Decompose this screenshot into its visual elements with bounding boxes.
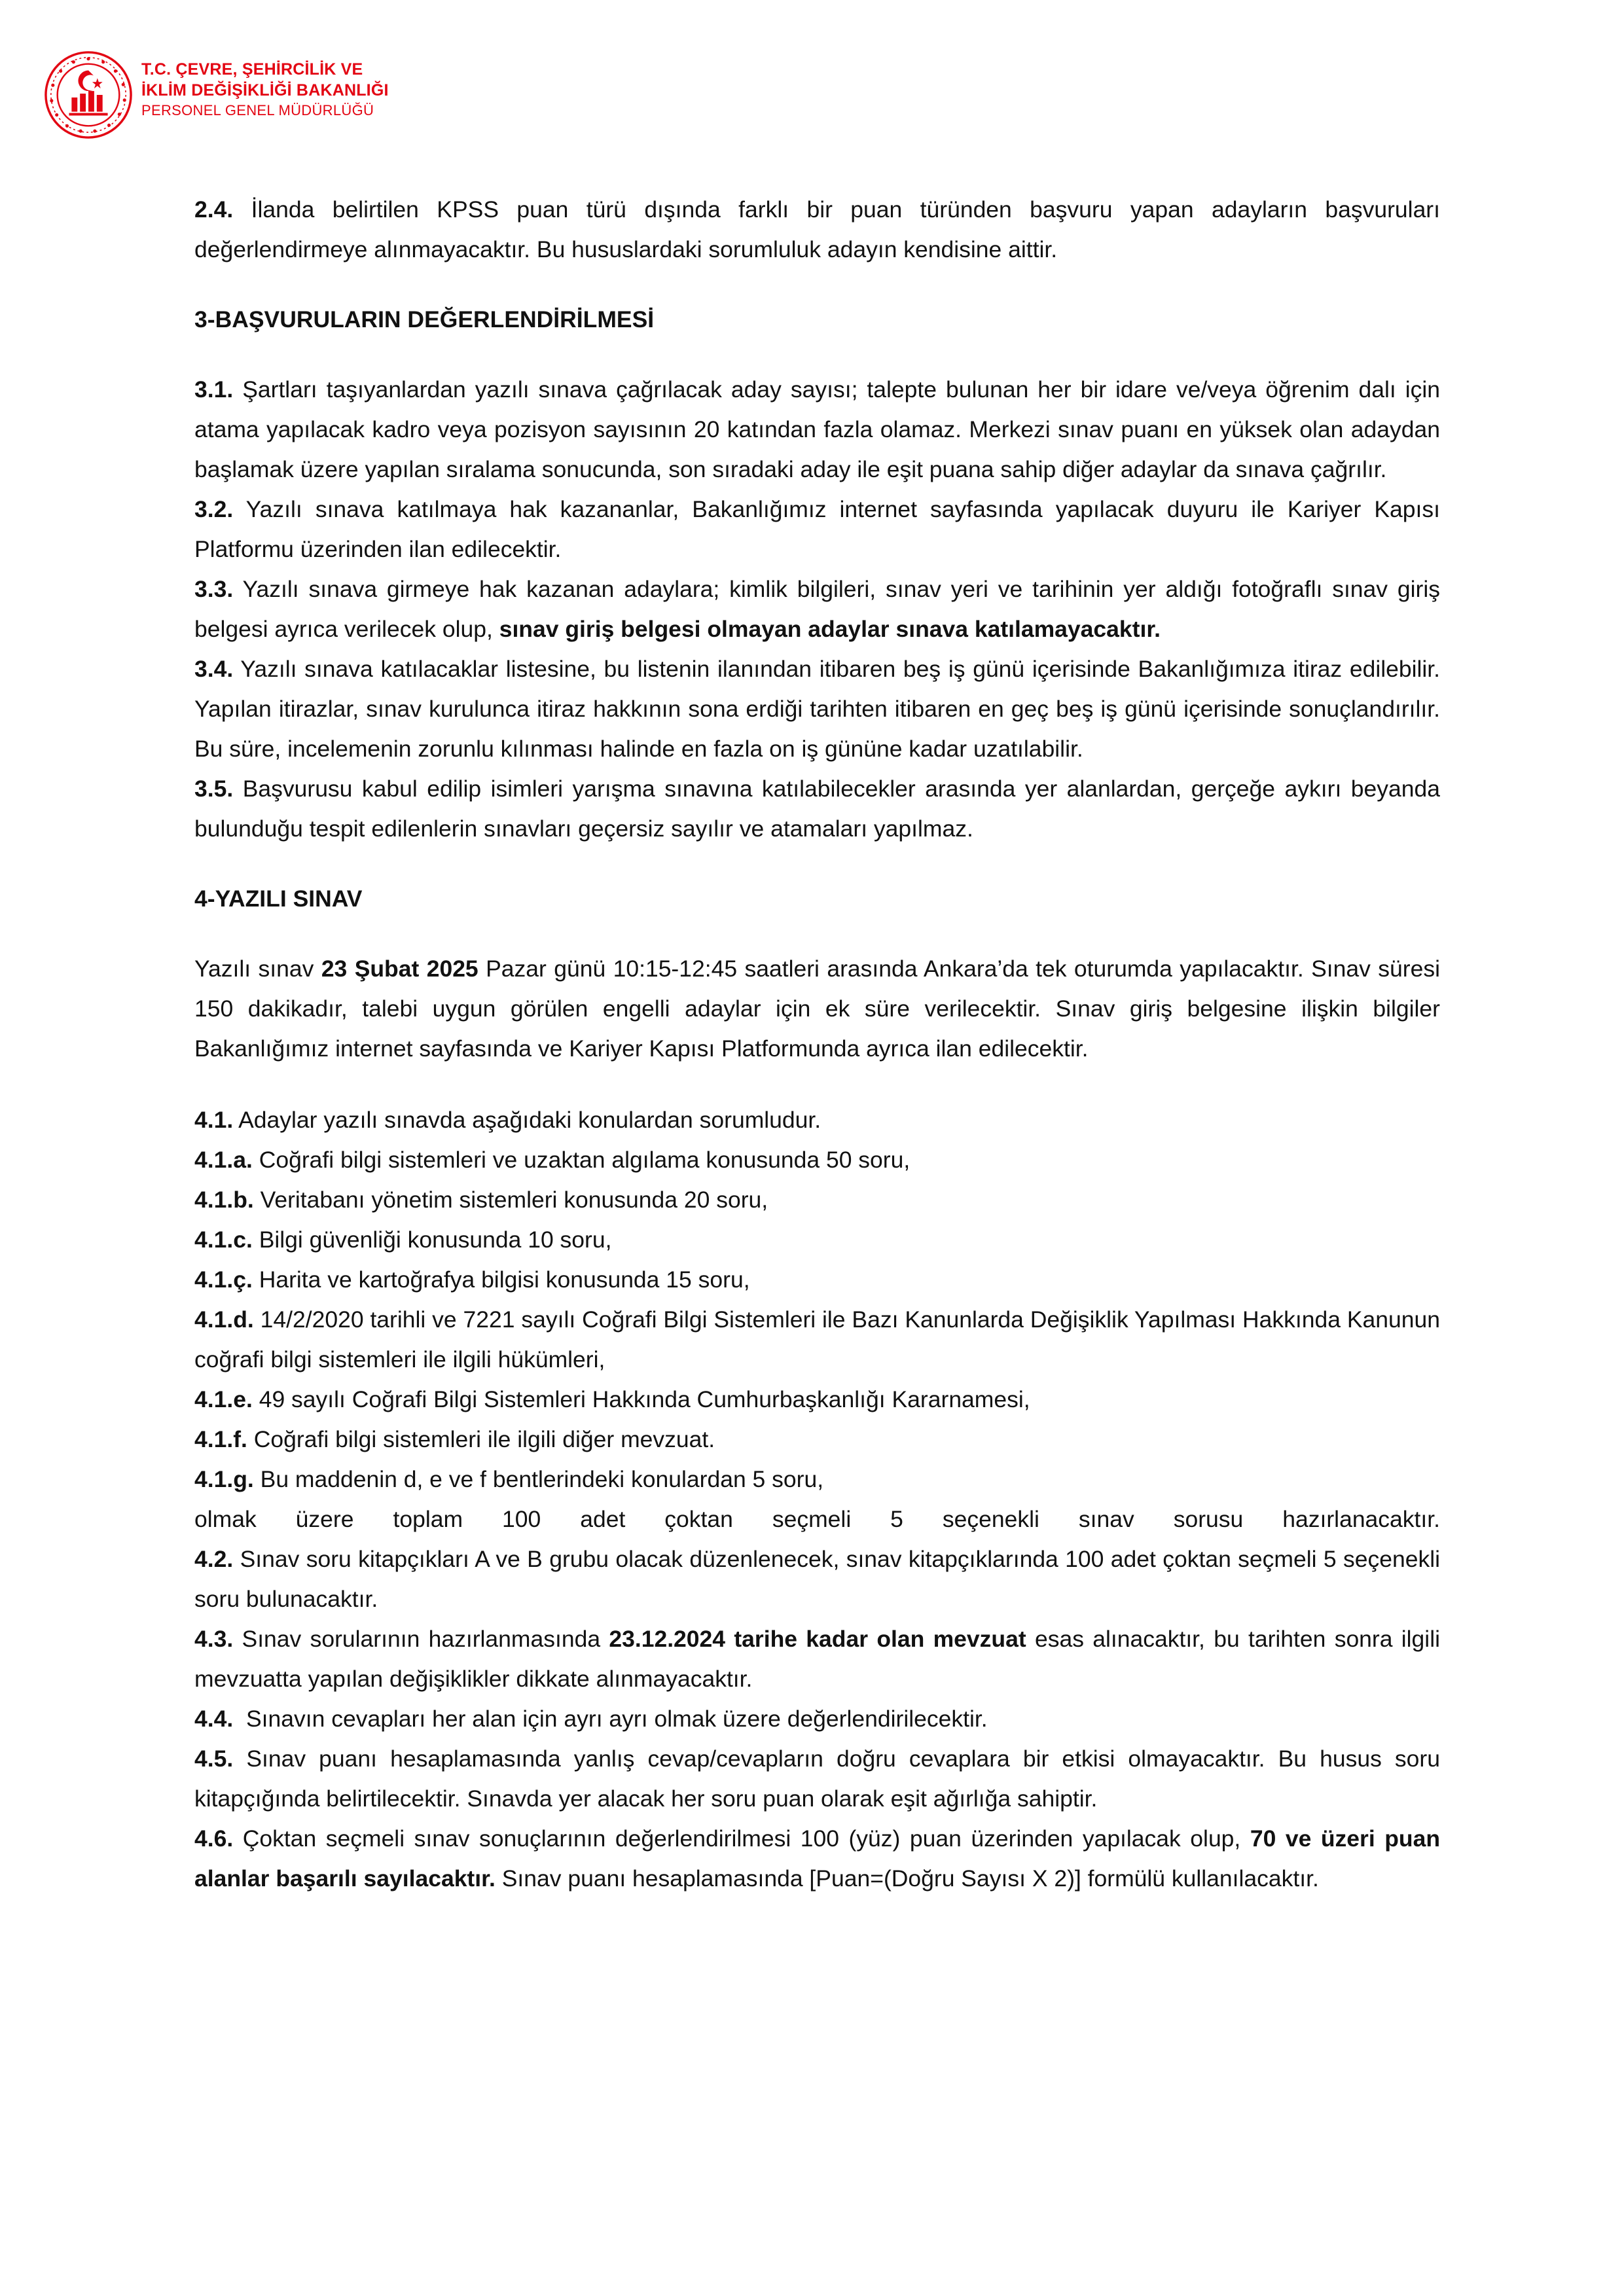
item-number: 4.1.b. — [194, 1187, 254, 1213]
exam-intro-paragraph — [194, 949, 1440, 1069]
org-name-line2: İKLİM DEĞİŞİKLİĞİ BAKANLIĞI — [141, 81, 389, 99]
clause-number: 3.3. — [194, 576, 234, 602]
paragraph-3-4 — [194, 649, 1440, 769]
intro-text-cont: Pazar günü 10:15-12:45 saatleri arasında Ankara’da tek oturumda yapılacaktır. Sınav süresi 150 dakikadır, talebi uygun görülen engelli adaylar için ek süre verilecektir. Sınav giriş belgesine ilişkin bilgiler Bakanlığımız internet sayfasında ve Kariyer Kapısı Platformunda ayrıca ilan edilecektir. — [194, 956, 1440, 1062]
clause-text: Şartları taşıyanlardan yazılı sınava çağrılacak aday sayısı; talepte bulunan her bir idare ve/veya öğrenim dalı için atama yapılacak kadro veya pozisyon sayısının 20 katından fazla olamaz. Merkezi sınav puanı en yüksek olan adaydan başlamak üzere yapılan sıralama sonucunda, son sıradaki aday ile eşit puana sahip diğer adaylar da sınava çağrılır. — [194, 376, 1440, 482]
paragraph-4-6 — [194, 1819, 1440, 1899]
clause-number: 3.5. — [194, 776, 234, 802]
item-number: 4.1.f. — [194, 1426, 247, 1452]
item-text: 14/2/2020 tarihli ve 7221 sayılı Coğrafi Bilgi Sistemleri ile Bazı Kanunlarda Değişiklik Yapılması Hakkında Kanunun coğrafi bilgi sistemleri ile ilgili hükümleri, — [194, 1306, 1440, 1372]
section-3-heading — [194, 300, 1440, 340]
item-number: 4.1.d. — [194, 1306, 254, 1333]
clause-text: Çoktan seçmeli sınav sonuçlarının değerlendirilmesi 100 (yüz) puan üzerinden yapılacak olup, — [242, 1825, 1241, 1852]
list-item-4-1-b — [194, 1180, 1440, 1220]
list-item-4-1-c — [194, 1220, 1440, 1260]
heading-text: 3-BAŞVURULARIN DEĞERLENDİRİLMESİ — [194, 306, 655, 332]
item-text: 49 sayılı Coğrafi Bilgi Sistemleri Hakkında Cumhurbaşkanlığı Kararnamesi, — [259, 1386, 1030, 1412]
list-item-4-1-c-cedilla — [194, 1260, 1440, 1300]
clause-bold-text: 23.12.2024 tarihe kadar olan mevzuat — [609, 1626, 1026, 1652]
clause-text: Başvurusu kabul edilip isimleri yarışma sınavına katılabilecekler arasında yer alanlardan, gerçeğe aykırı beyanda bulunduğu tespit edilenlerin sınavları geçersiz sayılır ve atamaları yapılmaz. — [194, 776, 1440, 842]
clause-number: 4.5. — [194, 1746, 234, 1772]
item-text: Coğrafi bilgi sistemleri ile ilgili diğer mevzuat. — [253, 1426, 715, 1452]
list-item-4-1-d — [194, 1300, 1440, 1380]
paragraph-4-5 — [194, 1739, 1440, 1819]
heading-text: 4-YAZILI SINAV — [194, 886, 363, 912]
clause-text: İlanda belirtilen KPSS puan türü dışında farklı bir puan türünden başvuru yapan adayların başvuruları değerlendirmeye alınmayacaktır. Bu hususlardaki sorumluluk adayın kendisine aittir. — [194, 196, 1440, 262]
item-text: Coğrafi bilgi sistemleri ve uzaktan algılama konusunda 50 soru, — [259, 1147, 911, 1173]
clause-text: Sınavın cevapları her alan için ayrı ayrı olmak üzere değerlendirilecektir. — [245, 1706, 988, 1732]
clause-bold-text: 70 ve üzeri puan alanlar başarılı sayılacaktır. — [194, 1825, 1441, 1892]
item-text: Bu maddenin d, e ve f bentlerindeki konulardan 5 soru, — [260, 1466, 824, 1492]
document-body — [194, 190, 1440, 1899]
clause-text: Sınav puanı hesaplamasında yanlış cevap/cevapların doğru cevaplara bir etkisi olmayacaktır. Bu husus soru kitapçığında belirtilecektir. Sınavda yer alacak her soru puan olarak eşit ağırlığa sahiptir. — [194, 1746, 1440, 1812]
list-item-4-1-f — [194, 1420, 1440, 1460]
clause-number: 3.4. — [194, 656, 234, 682]
clause-number: 2.4. — [194, 196, 234, 223]
item-number: 4.1.c. — [194, 1227, 253, 1253]
list-item-4-1-a — [194, 1140, 1440, 1180]
item-text: Veritabanı yönetim sistemleri konusunda 20 soru, — [260, 1187, 768, 1213]
clause-number: 3.2. — [194, 496, 234, 522]
paragraph-3-2 — [194, 490, 1440, 569]
item-number: 4.1.g. — [194, 1466, 254, 1492]
clause-text: Yazılı sınava katılacaklar listesine, bu listenin ilanından itibaren beş iş günü içerisinde Bakanlığımıza itiraz edilebilir. Yapılan itirazlar, sınav kurulunca itiraz hakkının sona erdiği tarihten itibaren en geç beş iş günü içerisinde sonuçlandırılır. Bu süre, incelemenin zorunlu kılınması halinde en fazla on iş gününe kadar uzatılabilir. — [194, 656, 1440, 762]
exam-date: 23 Şubat 2025 — [321, 956, 478, 982]
clause-text-cont: Sınav puanı hesaplamasında [Puan=(Doğru Sayısı X 2)] formülü kullanılacaktır. — [501, 1865, 1319, 1892]
section-4-heading — [194, 879, 1440, 919]
clause-text: Sınav soru kitapçıkları A ve B grubu olacak düzenlenecek, sınav kitapçıklarında 100 adet çoktan seçmeli 5 seçenekli soru bulunacaktır. — [194, 1546, 1440, 1612]
intro-text: Yazılı sınav — [194, 956, 314, 982]
clause-number: 4.3. — [194, 1626, 234, 1652]
clause-text: Sınav sorularının hazırlanmasında — [242, 1626, 601, 1652]
clause-text: Yazılı sınava girmeye hak kazanan adaylara; kimlik bilgileri, sınav yeri ve tarihinin yer aldığı fotoğraflı sınav giriş belgesi ayrıca verilecek olup, — [194, 576, 1440, 642]
item-text: Bilgi güvenliği konusunda 10 soru, — [259, 1227, 612, 1253]
paragraph-4-2 — [194, 1539, 1440, 1619]
item-text: Harita ve kartoğrafya bilgisi konusunda 15 soru, — [259, 1266, 750, 1293]
ministry-logo-icon — [43, 50, 134, 140]
paragraph-3-3 — [194, 569, 1440, 649]
paragraph-4-4 — [194, 1699, 1440, 1739]
clause-number: 4.6. — [194, 1825, 234, 1852]
clause-text: Adaylar yazılı sınavda aşağıdaki konulardan sorumludur. — [238, 1107, 821, 1133]
paragraph-2-4 — [194, 190, 1440, 270]
clause-number: 4.4. — [194, 1706, 234, 1732]
clause-number: 3.1. — [194, 376, 234, 403]
list-item-4-1-e — [194, 1380, 1440, 1420]
item-number: 4.1.e. — [194, 1386, 253, 1412]
paragraph-4-3 — [194, 1619, 1440, 1699]
paragraph-4-1 — [194, 1100, 1440, 1140]
item-number: 4.1.ç. — [194, 1266, 253, 1293]
paragraph-3-1 — [194, 370, 1440, 490]
paragraph-3-5 — [194, 769, 1440, 849]
org-unit: PERSONEL GENEL MÜDÜRLÜĞÜ — [141, 102, 374, 118]
question-summary: olmak üzere toplam 100 adet çoktan seçmeli 5 seçenekli sınav sorusu hazırlanacaktır. — [194, 1506, 1440, 1532]
ministry-header — [43, 46, 410, 144]
list-item-4-1-g — [194, 1460, 1440, 1499]
clause-text: Yazılı sınava katılmaya hak kazananlar, Bakanlığımız internet sayfasında yapılacak duyuru ile Kariyer Kapısı Platformu üzerinden ilan edilecektir. — [194, 496, 1440, 562]
item-number: 4.1.a. — [194, 1147, 253, 1173]
org-name-line1: T.C. ÇEVRE, ŞEHİRCİLİK VE — [141, 60, 363, 79]
clause-number: 4.1. — [194, 1107, 234, 1133]
clause-text-cont: esas alınacaktır, bu tarihten sonra ilgili mevzuatta yapılan değişiklikler dikkate alınmayacaktır. — [194, 1626, 1440, 1692]
clause-bold-text: sınav giriş belgesi olmayan adaylar sınava katılamayacaktır. — [499, 616, 1161, 642]
clause-number: 4.2. — [194, 1546, 234, 1572]
